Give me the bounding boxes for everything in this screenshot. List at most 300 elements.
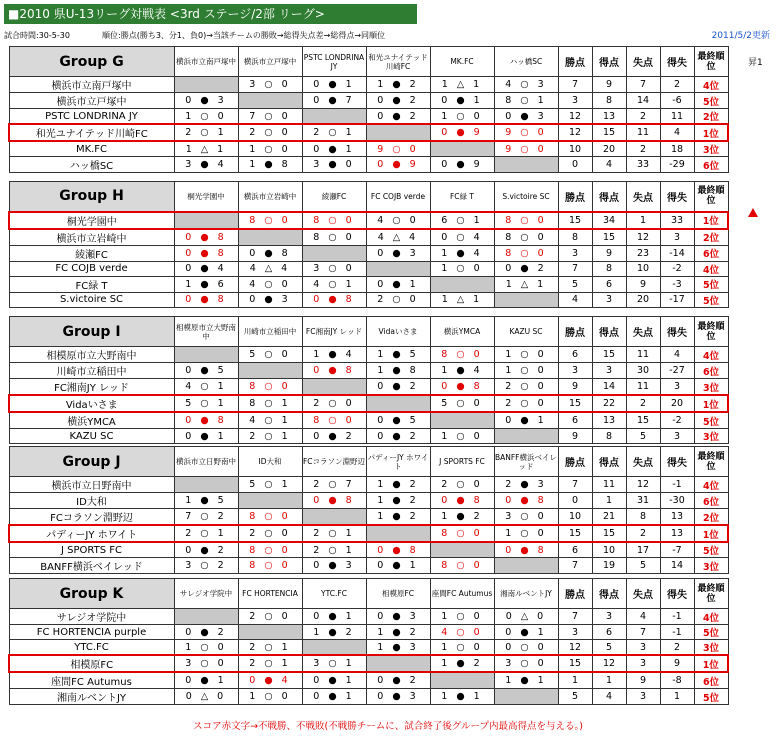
goals-for-cell: 8 — [592, 429, 626, 444]
self-match-cell — [238, 625, 302, 640]
opponent-header: 湘南ルベントJY — [494, 579, 558, 609]
goal-diff-cell: 9 — [660, 655, 694, 672]
stat-header: 失点 — [626, 579, 660, 609]
points-cell: 7 — [558, 77, 592, 93]
score-cell: 4 △ 4 — [238, 261, 302, 276]
final-rank-cell: 6位 — [694, 672, 728, 689]
table-row — [9, 509, 728, 526]
score-cell: 2 ○ 1 — [302, 124, 366, 141]
team-name: 相模原市立大野南中 — [9, 347, 174, 363]
side-label: 昇1 — [748, 58, 763, 68]
points-cell: 10 — [558, 509, 592, 526]
points-cell: 0 — [558, 157, 592, 173]
score-cell: 0 ● 2 — [366, 672, 430, 689]
final-rank-cell: 4位 — [694, 261, 728, 276]
score-cell: 1 ○ 0 — [238, 689, 302, 705]
goal-diff-cell: -30 — [660, 493, 694, 509]
goal-diff-cell: 13 — [660, 525, 694, 542]
score-cell: 8 ○ 0 — [238, 509, 302, 526]
score-cell: 1 ○ 0 — [430, 109, 494, 125]
score-cell: 1 ● 8 — [238, 157, 302, 173]
team-name: 綾瀬FC — [9, 245, 174, 261]
score-cell: 8 ○ 0 — [430, 347, 494, 363]
table-row — [9, 292, 728, 307]
score-cell: 2 ○ 1 — [174, 525, 238, 542]
points-cell: 12 — [558, 109, 592, 125]
goals-for-cell: 4 — [592, 689, 626, 705]
score-cell: 0 ● 8 — [366, 542, 430, 558]
opponent-header: MK.FC — [430, 47, 494, 77]
score-cell: 4 ○ 3 — [494, 77, 558, 93]
score-cell: 9 ○ 0 — [494, 124, 558, 141]
goals-for-cell: 15 — [592, 525, 626, 542]
points-cell: 3 — [558, 625, 592, 640]
final-rank-cell: 2位 — [694, 229, 728, 246]
score-cell: 2 ○ 1 — [174, 124, 238, 141]
score-cell: 1 ● 2 — [366, 493, 430, 509]
meta-row — [4, 29, 772, 43]
team-name: 湘南ルベントJY — [9, 689, 174, 705]
opponent-header: 綾瀬FC — [302, 182, 366, 212]
score-cell: 8 ○ 0 — [494, 212, 558, 229]
final-rank-cell: 2位 — [694, 109, 728, 125]
goals-for-cell: 13 — [592, 109, 626, 125]
team-name: 横浜市立戸塚中 — [9, 93, 174, 109]
goals-for-cell: 14 — [592, 379, 626, 396]
goals-for-cell: 10 — [592, 542, 626, 558]
table-row — [9, 245, 728, 261]
score-cell: 0 ○ 0 — [494, 640, 558, 656]
score-cell: 1 ○ 0 — [174, 109, 238, 125]
table-row — [9, 640, 728, 656]
score-cell: 2 ○ 0 — [494, 395, 558, 412]
goal-diff-cell: 14 — [660, 558, 694, 574]
score-cell: 0 ● 1 — [302, 689, 366, 705]
goals-for-cell: 3 — [592, 292, 626, 307]
score-cell: 1 △ 1 — [174, 141, 238, 157]
goal-diff-cell: -1 — [660, 625, 694, 640]
opponent-header: 横浜YMCA — [430, 317, 494, 347]
table-row — [9, 609, 728, 625]
team-name: 横浜市立日野南中 — [9, 477, 174, 493]
table-row — [9, 655, 728, 672]
goal-diff-cell: -3 — [660, 276, 694, 292]
table-row — [9, 625, 728, 640]
goals-against-cell: 30 — [626, 363, 660, 379]
goals-for-cell: 8 — [592, 93, 626, 109]
score-cell: 0 ● 8 — [302, 493, 366, 509]
self-match-cell — [366, 655, 430, 672]
team-name: 相模原FC — [9, 655, 174, 672]
score-cell: 2 ○ 1 — [238, 640, 302, 656]
score-cell: 0 △ 0 — [494, 609, 558, 625]
score-cell: 1 ● 3 — [366, 640, 430, 656]
score-cell: 2 ○ 1 — [302, 525, 366, 542]
opponent-header: 座間FC Autumus — [430, 579, 494, 609]
goals-for-cell: 11 — [592, 477, 626, 493]
self-match-cell — [494, 429, 558, 444]
team-name: サレジオ学院中 — [9, 609, 174, 625]
final-rank-cell: 3位 — [694, 141, 728, 157]
table-row — [9, 429, 728, 444]
group-name: Group G — [9, 47, 174, 77]
opponent-header: 桐光学園中 — [174, 182, 238, 212]
opponent-header: 相模原FC — [366, 579, 430, 609]
table-row — [9, 261, 728, 276]
goals-for-cell: 3 — [592, 363, 626, 379]
score-cell: 3 ○ 0 — [494, 509, 558, 526]
score-cell: 0 ● 1 — [366, 558, 430, 574]
opponent-header: Vidaいさま — [366, 317, 430, 347]
standings-table — [8, 46, 729, 173]
self-match-cell — [366, 124, 430, 141]
score-cell: 8 ○ 0 — [494, 245, 558, 261]
score-cell: 0 ● 2 — [174, 625, 238, 640]
score-cell: 1 △ 1 — [430, 77, 494, 93]
goals-for-cell: 22 — [592, 395, 626, 412]
goals-for-cell: 6 — [592, 276, 626, 292]
stat-header: 得点 — [592, 579, 626, 609]
table-row — [9, 363, 728, 379]
score-cell: 0 △ 0 — [174, 689, 238, 705]
score-cell: 2 ○ 7 — [302, 477, 366, 493]
self-match-cell — [238, 363, 302, 379]
score-cell: 8 ○ 0 — [430, 558, 494, 574]
score-cell: 1 △ 1 — [430, 292, 494, 307]
final-rank-cell: 4位 — [694, 609, 728, 625]
stat-header: 最終順位 — [694, 579, 728, 609]
team-name: YTC.FC — [9, 640, 174, 656]
group-table — [8, 578, 729, 705]
goals-against-cell: 3 — [626, 689, 660, 705]
team-name: 和光ユナイテッド川崎FC — [9, 124, 174, 141]
stat-header: 最終順位 — [694, 182, 728, 212]
score-cell: 0 ● 2 — [366, 379, 430, 396]
stat-header: 最終順位 — [694, 47, 728, 77]
goals-against-cell: 3 — [626, 640, 660, 656]
points-cell: 4 — [558, 292, 592, 307]
score-cell: 1 ● 5 — [366, 347, 430, 363]
standings-table — [8, 578, 729, 705]
team-name: ID大和 — [9, 493, 174, 509]
goals-for-cell: 8 — [592, 261, 626, 276]
score-cell: 8 ○ 0 — [238, 542, 302, 558]
points-cell: 6 — [558, 542, 592, 558]
score-cell: 3 ● 0 — [302, 157, 366, 173]
score-cell: 0 ● 1 — [174, 429, 238, 444]
team-name: 横浜市立南戸塚中 — [9, 77, 174, 93]
score-cell: 0 ● 3 — [238, 292, 302, 307]
score-cell: 6 ○ 1 — [430, 212, 494, 229]
points-cell: 7 — [558, 558, 592, 574]
goals-for-cell: 15 — [592, 347, 626, 363]
goals-for-cell: 4 — [592, 157, 626, 173]
table-row — [9, 395, 728, 412]
goals-for-cell: 21 — [592, 509, 626, 526]
goals-for-cell: 1 — [592, 493, 626, 509]
score-cell: 8 ○ 0 — [302, 229, 366, 246]
self-match-cell — [302, 640, 366, 656]
self-match-cell — [430, 412, 494, 429]
score-cell: 0 ● 3 — [494, 109, 558, 125]
points-cell: 3 — [558, 93, 592, 109]
stat-header: 失点 — [626, 447, 660, 477]
score-cell: 1 ○ 0 — [430, 640, 494, 656]
goals-against-cell: 2 — [626, 525, 660, 542]
score-cell: 5 ○ 0 — [430, 395, 494, 412]
opponent-header: 相模原市立大野南中 — [174, 317, 238, 347]
goal-diff-cell: 1 — [660, 689, 694, 705]
score-cell: 0 ● 1 — [302, 609, 366, 625]
team-name: 横浜YMCA — [9, 412, 174, 429]
goals-against-cell: 5 — [626, 429, 660, 444]
final-rank-cell: 5位 — [694, 625, 728, 640]
score-cell: 0 ● 2 — [494, 261, 558, 276]
score-cell: 1 ● 2 — [366, 77, 430, 93]
team-name: FC COJB verde — [9, 261, 174, 276]
score-cell: 1 ● 1 — [494, 672, 558, 689]
score-cell: 4 △ 4 — [366, 229, 430, 246]
self-match-cell — [430, 276, 494, 292]
goals-for-cell: 15 — [592, 229, 626, 246]
score-cell: 8 ○ 0 — [238, 379, 302, 396]
score-cell: 1 ○ 0 — [494, 347, 558, 363]
score-cell: 0 ● 8 — [430, 379, 494, 396]
table-row — [9, 124, 728, 141]
self-match-cell — [366, 395, 430, 412]
points-cell: 12 — [558, 640, 592, 656]
score-cell: 0 ● 3 — [174, 93, 238, 109]
opponent-header: 横浜市立岩崎中 — [238, 182, 302, 212]
score-cell: 0 ● 1 — [302, 141, 366, 157]
stat-header: 得失 — [660, 317, 694, 347]
score-cell: 8 ○ 0 — [238, 558, 302, 574]
stat-header: 得失 — [660, 182, 694, 212]
goals-for-cell: 19 — [592, 558, 626, 574]
goals-against-cell: 17 — [626, 542, 660, 558]
score-cell: 0 ● 1 — [302, 672, 366, 689]
final-rank-cell: 1位 — [694, 124, 728, 141]
self-match-cell — [174, 477, 238, 493]
final-rank-cell: 5位 — [694, 412, 728, 429]
final-rank-cell: 5位 — [694, 292, 728, 307]
self-match-cell — [302, 245, 366, 261]
score-cell: 0 ● 2 — [366, 109, 430, 125]
final-rank-cell: 1位 — [694, 655, 728, 672]
goals-against-cell: 2 — [626, 395, 660, 412]
team-name: 桐光学園中 — [9, 212, 174, 229]
group-table — [8, 316, 729, 444]
self-match-cell — [174, 609, 238, 625]
team-name: FC湘南JY レッド — [9, 379, 174, 396]
score-cell: 2 ○ 0 — [238, 124, 302, 141]
goals-for-cell: 1 — [592, 672, 626, 689]
score-cell: 2 ○ 0 — [366, 292, 430, 307]
score-cell: 1 ● 4 — [430, 363, 494, 379]
score-cell: 0 ● 3 — [366, 609, 430, 625]
table-header-row — [9, 447, 728, 477]
group-name: Group H — [9, 182, 174, 212]
goals-against-cell: 11 — [626, 347, 660, 363]
self-match-cell — [494, 292, 558, 307]
goals-for-cell: 34 — [592, 212, 626, 229]
score-cell: 0 ● 5 — [174, 363, 238, 379]
final-rank-cell: 5位 — [694, 542, 728, 558]
self-match-cell — [494, 689, 558, 705]
points-cell: 15 — [558, 655, 592, 672]
final-rank-cell: 1位 — [694, 395, 728, 412]
goals-against-cell: 15 — [626, 412, 660, 429]
group-table — [8, 446, 729, 574]
goal-diff-cell: -14 — [660, 245, 694, 261]
score-cell: 9 ○ 0 — [366, 141, 430, 157]
final-rank-cell: 5位 — [694, 93, 728, 109]
goals-against-cell: 9 — [626, 672, 660, 689]
table-row — [9, 477, 728, 493]
score-cell: 0 ● 2 — [366, 93, 430, 109]
goal-diff-cell: 33 — [660, 212, 694, 229]
goals-against-cell: 5 — [626, 558, 660, 574]
self-match-cell — [174, 77, 238, 93]
stat-header: 勝点 — [558, 447, 592, 477]
table-row — [9, 276, 728, 292]
team-name: J SPORTS FC — [9, 542, 174, 558]
score-cell: 5 ○ 1 — [174, 395, 238, 412]
opponent-header: 横浜市立日野南中 — [174, 447, 238, 477]
goal-diff-cell: 13 — [660, 509, 694, 526]
team-name: 横浜市立岩崎中 — [9, 229, 174, 246]
group-name: Group I — [9, 317, 174, 347]
goals-against-cell: 31 — [626, 493, 660, 509]
goals-against-cell: 14 — [626, 93, 660, 109]
goals-against-cell: 12 — [626, 477, 660, 493]
score-cell: 8 ○ 1 — [494, 93, 558, 109]
self-match-cell — [238, 493, 302, 509]
score-cell: 0 ● 8 — [302, 363, 366, 379]
score-cell: 0 ● 8 — [174, 412, 238, 429]
opponent-header: J SPORTS FC — [430, 447, 494, 477]
self-match-cell — [430, 672, 494, 689]
final-rank-cell: 4位 — [694, 347, 728, 363]
stat-header: 最終順位 — [694, 447, 728, 477]
points-cell: 5 — [558, 276, 592, 292]
score-cell: 8 ○ 0 — [238, 212, 302, 229]
score-cell: 9 ○ 0 — [494, 141, 558, 157]
table-row — [9, 558, 728, 574]
final-rank-cell: 5位 — [694, 689, 728, 705]
table-row — [9, 525, 728, 542]
goals-against-cell: 7 — [626, 625, 660, 640]
score-cell: 5 ○ 0 — [238, 347, 302, 363]
opponent-header: FC湘南JY レッド — [302, 317, 366, 347]
goal-diff-cell: 3 — [660, 229, 694, 246]
score-cell: 4 ○ 0 — [366, 212, 430, 229]
goals-against-cell: 10 — [626, 261, 660, 276]
opponent-header: ID大和 — [238, 447, 302, 477]
stat-header: 得点 — [592, 317, 626, 347]
score-cell: 2 ○ 1 — [238, 429, 302, 444]
points-cell: 9 — [558, 379, 592, 396]
goal-diff-cell: 11 — [660, 109, 694, 125]
goal-diff-cell: -7 — [660, 542, 694, 558]
opponent-header: 川崎市立稲田中 — [238, 317, 302, 347]
points-cell: 15 — [558, 212, 592, 229]
score-cell: 0 ○ 4 — [430, 229, 494, 246]
group-table — [8, 181, 729, 308]
score-cell: 0 ● 8 — [430, 493, 494, 509]
goal-diff-cell: 3 — [660, 429, 694, 444]
points-cell: 3 — [558, 363, 592, 379]
points-cell: 12 — [558, 124, 592, 141]
goals-against-cell: 12 — [626, 229, 660, 246]
opponent-header: YTC.FC — [302, 579, 366, 609]
opponent-header: KAZU SC — [494, 317, 558, 347]
points-cell: 15 — [558, 525, 592, 542]
score-cell: 0 ● 8 — [238, 245, 302, 261]
score-cell: 2 ○ 0 — [494, 379, 558, 396]
score-cell: 3 ○ 0 — [494, 655, 558, 672]
score-cell: 1 △ 1 — [494, 276, 558, 292]
opponent-header: BANFF横浜ベイレッド — [494, 447, 558, 477]
stat-header: 失点 — [626, 317, 660, 347]
points-cell: 0 — [558, 493, 592, 509]
goals-for-cell: 9 — [592, 245, 626, 261]
table-row — [9, 689, 728, 705]
score-cell: 7 ○ 2 — [174, 509, 238, 526]
opponent-header: ハッ橋SC — [494, 47, 558, 77]
score-cell: 0 ● 1 — [494, 625, 558, 640]
table-header-row — [9, 579, 728, 609]
points-cell: 3 — [558, 245, 592, 261]
score-cell: 0 ● 8 — [302, 292, 366, 307]
goals-for-cell: 9 — [592, 77, 626, 93]
opponent-header: パディーJY ホワイト — [366, 447, 430, 477]
score-cell: 0 ● 2 — [302, 429, 366, 444]
final-rank-cell: 3位 — [694, 429, 728, 444]
score-cell: 0 ● 4 — [238, 672, 302, 689]
final-rank-cell: 3位 — [694, 640, 728, 656]
stat-header: 失点 — [626, 47, 660, 77]
goals-against-cell: 33 — [626, 157, 660, 173]
score-cell: 0 ● 2 — [366, 429, 430, 444]
goals-for-cell: 5 — [592, 640, 626, 656]
opponent-header: FCコラソン淵野辺 — [302, 447, 366, 477]
score-cell: 2 ● 3 — [494, 477, 558, 493]
table-row — [9, 493, 728, 509]
points-cell: 1 — [558, 672, 592, 689]
score-cell: 1 ● 4 — [302, 347, 366, 363]
score-cell: 1 ● 6 — [174, 276, 238, 292]
table-row — [9, 141, 728, 157]
goal-diff-cell: -29 — [660, 157, 694, 173]
score-cell: 0 ● 3 — [366, 245, 430, 261]
final-rank-cell: 5位 — [694, 276, 728, 292]
score-cell: 0 ● 9 — [430, 124, 494, 141]
points-cell: 8 — [558, 229, 592, 246]
goal-diff-cell: 2 — [660, 77, 694, 93]
stat-header: 勝点 — [558, 47, 592, 77]
self-match-cell — [174, 212, 238, 229]
opponent-header: FC緑 T — [430, 182, 494, 212]
goals-against-cell: 4 — [626, 609, 660, 625]
final-rank-cell: 1位 — [694, 212, 728, 229]
score-cell: 2 ○ 0 — [302, 395, 366, 412]
points-cell: 9 — [558, 429, 592, 444]
score-cell: 3 ○ 0 — [302, 261, 366, 276]
score-cell: 1 ○ 0 — [430, 261, 494, 276]
self-match-cell — [494, 157, 558, 173]
self-match-cell — [174, 347, 238, 363]
